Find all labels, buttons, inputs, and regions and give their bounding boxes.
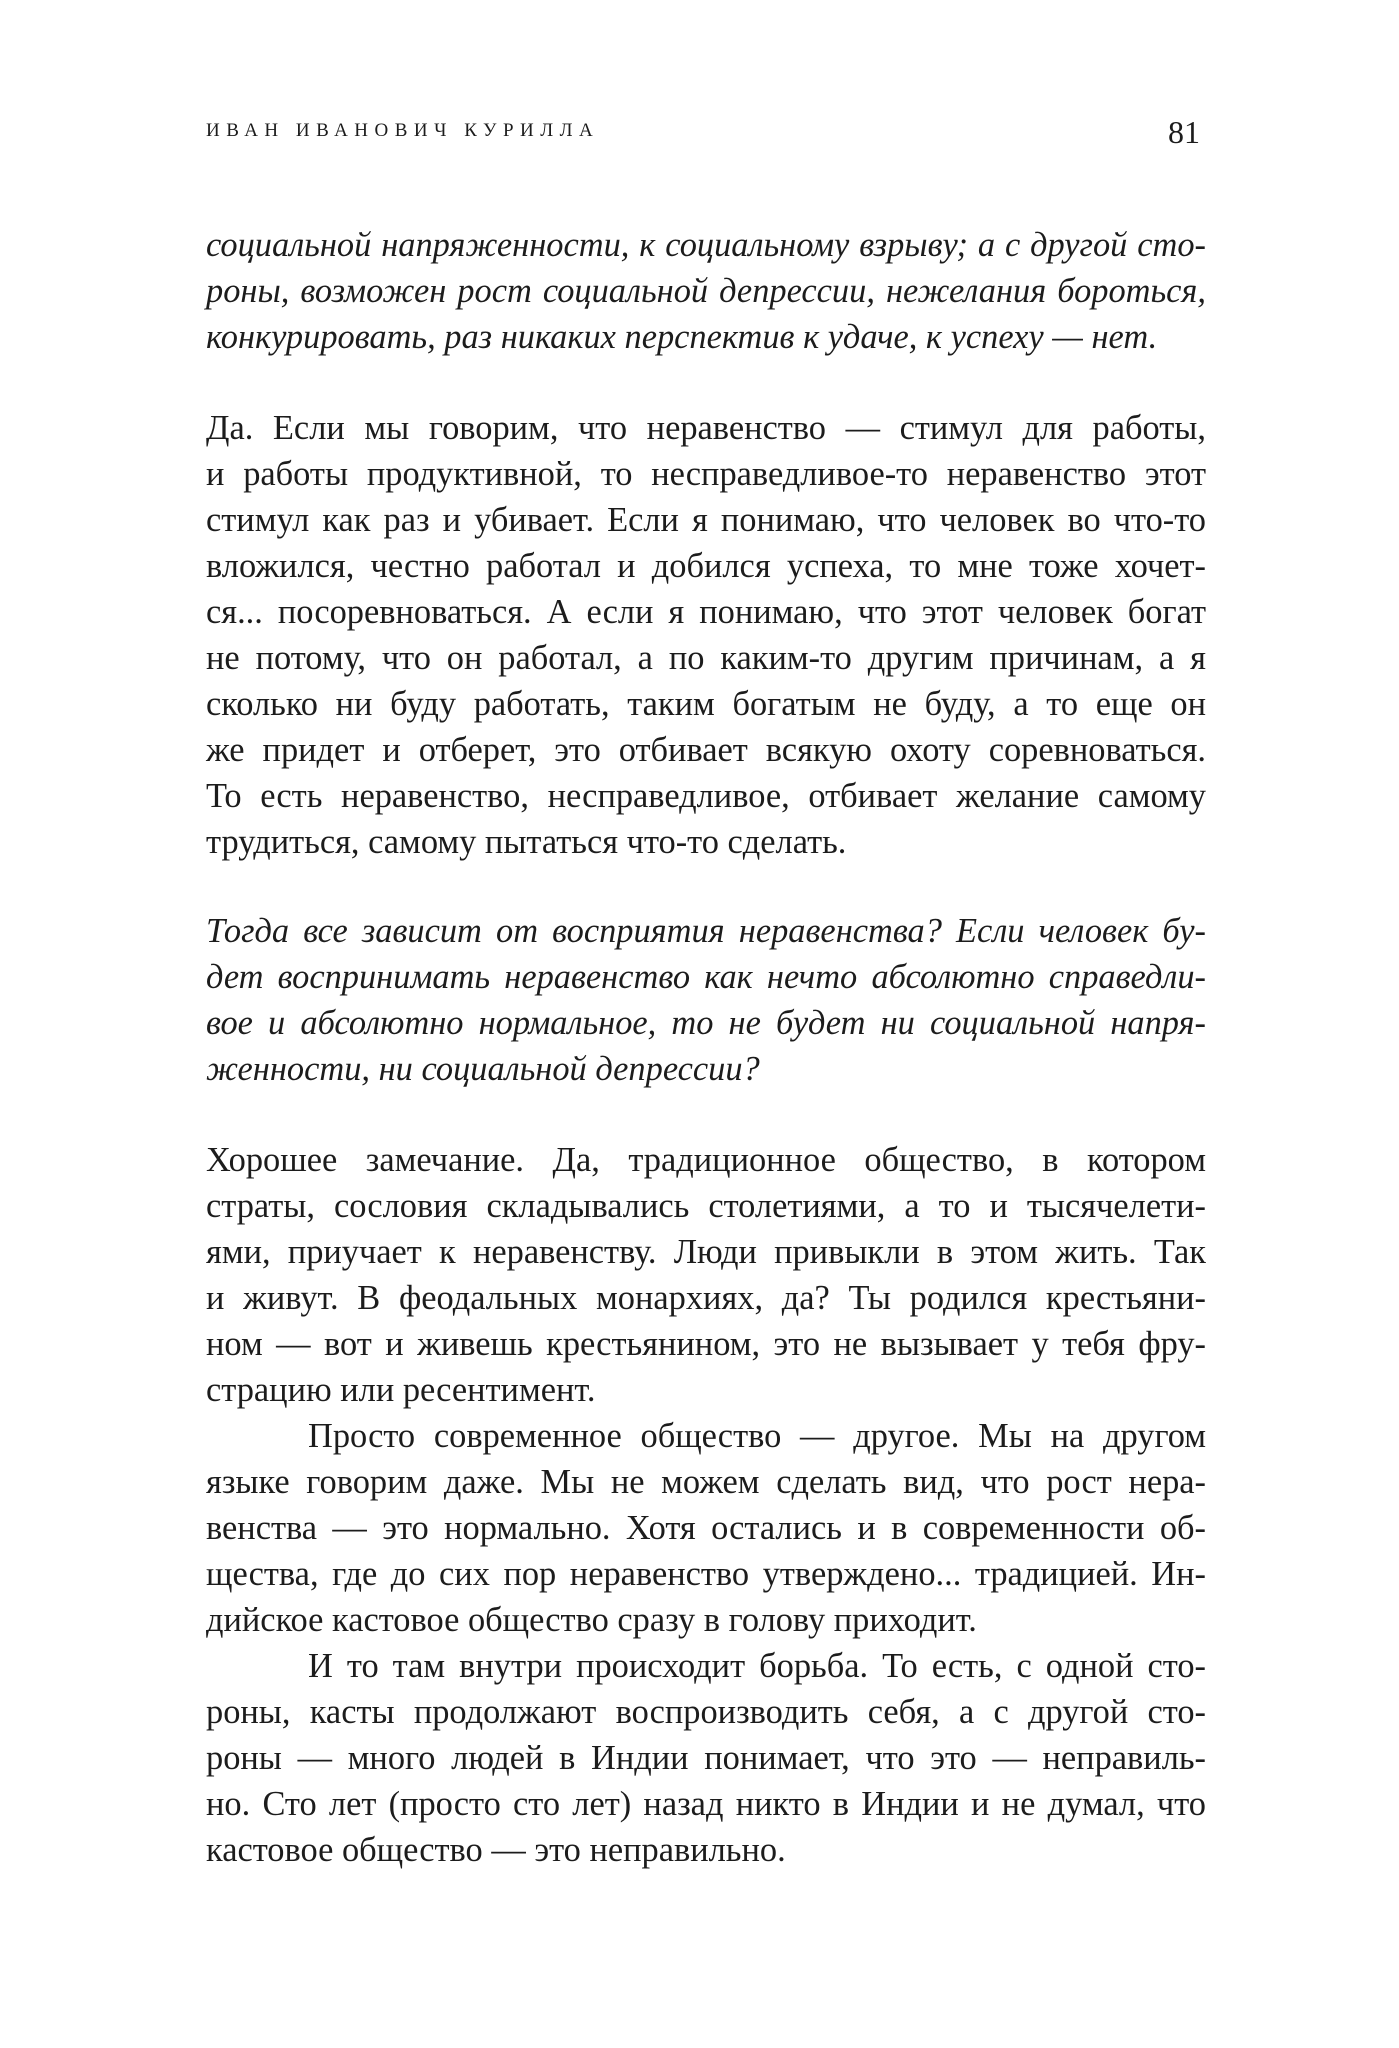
text-line: языке говорим даже. Мы не можем сделать вид, что рост нера-	[206, 1463, 1206, 1501]
text-line: не потому, что он работал, а по каким-то другим причинам, а я	[206, 639, 1206, 677]
text-line: социальной напряженности, к социальному взрыву; а с другой сто-	[206, 226, 1206, 264]
text-line: сколько ни буду работать, таким богатым не буду, а то еще он	[206, 685, 1206, 723]
text-line: страты, сословия складывались столетиями, а то и тысячелети-	[206, 1187, 1206, 1225]
text-line: стимул как раз и убивает. Если я понимаю, что человек во что-то	[206, 501, 1206, 539]
text-line: страцию или ресентимент.	[206, 1371, 596, 1409]
text-line: женности, ни социальной депрессии?	[206, 1050, 760, 1088]
text-line: ном — вот и живешь крестьянином, это не вызывает у тебя фру-	[206, 1325, 1206, 1363]
text-line: роны — много людей в Индии понимает, что это — неправиль-	[206, 1739, 1206, 1777]
text-line: Хорошее замечание. Да, традиционное общество, в котором	[206, 1141, 1206, 1179]
text-line: но. Сто лет (просто сто лет) назад никто в Индии и не думал, что	[206, 1785, 1206, 1823]
text-line: Да. Если мы говорим, что неравенство — стимул для работы,	[206, 409, 1206, 447]
page-number: 81	[1168, 114, 1200, 150]
text-line: и живут. В феодальных монархиях, да? Ты родился крестьяни-	[206, 1279, 1206, 1317]
text-line: дийское кастовое общество сразу в голову приходит.	[206, 1601, 977, 1639]
text-line: Просто современное общество — другое. Мы на другом	[308, 1417, 1206, 1455]
text-line: конкурировать, раз никаких перспектив к удаче, к успеху — нет.	[206, 318, 1158, 356]
text-line: вое и абсолютно нормальное, то не будет ни социальной напря-	[206, 1004, 1206, 1042]
text-line: вложился, честно работал и добился успеха, то мне тоже хочет-	[206, 547, 1206, 585]
text-line: Тогда все зависит от восприятия неравенства? Если человек бу-	[206, 912, 1206, 950]
text-line: И то там внутри происходит борьба. То есть, с одной сто-	[308, 1647, 1206, 1685]
running-head: ИВАН ИВАНОВИЧ КУРИЛЛА	[206, 120, 600, 141]
text-line: кастовое общество — это неправильно.	[206, 1831, 786, 1869]
text-line: ями, приучает к неравенству. Люди привыкли в этом жить. Так	[206, 1233, 1206, 1271]
text-line: ся... посоревноваться. А если я понимаю, что этот человек богат	[206, 593, 1206, 631]
text-line: венства — это нормально. Хотя остались и в современности об-	[206, 1509, 1206, 1547]
text-line: дет воспринимать неравенство как нечто абсолютно справедли-	[206, 958, 1206, 996]
text-line: роны, касты продолжают воспроизводить себя, а с другой сто-	[206, 1693, 1206, 1731]
text-line: щества, где до сих пор неравенство утверждено... традицией. Ин-	[206, 1555, 1206, 1593]
text-line: трудиться, самому пытаться что-то сделать.	[206, 823, 847, 861]
text-line: и работы продуктивной, то несправедливое-то неравенство этот	[206, 455, 1206, 493]
text-line: роны, возможен рост социальной депрессии, нежелания бороться,	[206, 272, 1206, 310]
text-line: же придет и отберет, это отбивает всякую охоту соревноваться.	[206, 731, 1206, 769]
text-line: То есть неравенство, несправедливое, отбивает желание самому	[206, 777, 1206, 815]
